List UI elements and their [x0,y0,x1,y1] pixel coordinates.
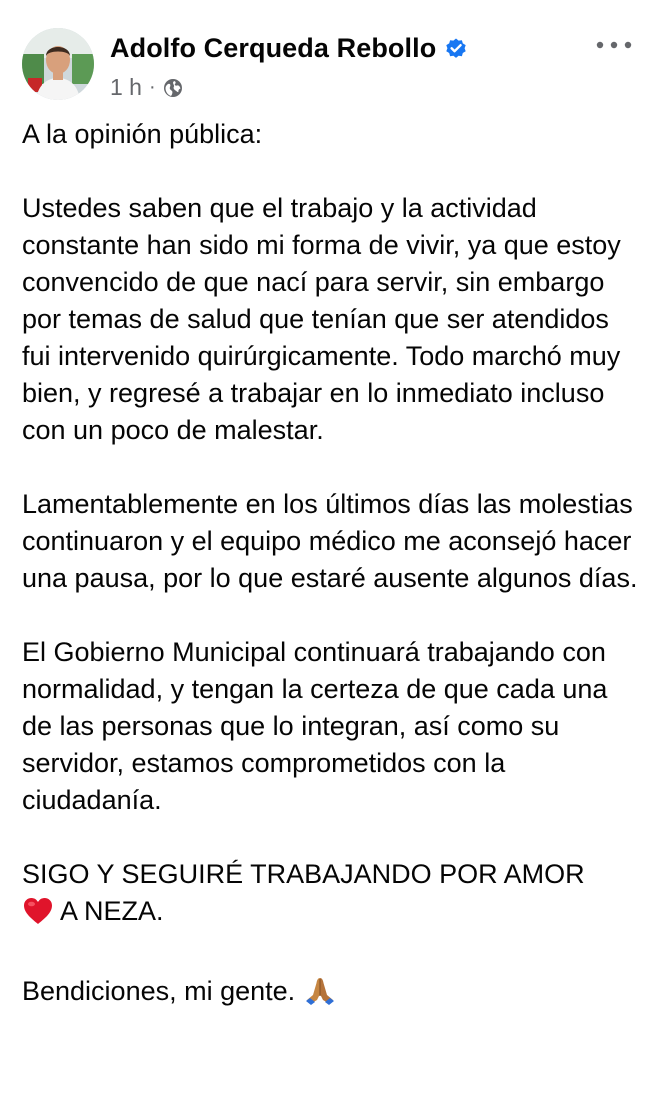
more-options-icon [596,41,632,49]
post-signoff [22,973,638,1016]
verified-badge-icon [444,36,468,60]
post-body [22,116,638,1053]
closing-line-1: SIGO Y SEGUIRÉ TRABAJANDO POR AMOR [22,859,585,889]
post-paragraph: El Gobierno Municipal continuará trabajando con normalidad, y tengan la certeza de que cada una de las personas que lo integran, así como su servidor, estamos comprometidos con la ciudadanía. [22,637,608,815]
author-row [110,30,468,66]
author-name[interactable]: Adolfo Cerqueda Rebollo [110,32,437,63]
closing-line-2: A NEZA. [60,896,164,926]
signoff-text: Bendiciones, mi gente. [22,976,296,1006]
author-avatar[interactable] [22,28,94,100]
post-paragraph: Lamentablemente en los últimos días las molestias continuaron y el equipo médico me aconsejó hacer una pausa, por lo que estaré ausente algunos días. [22,489,638,593]
post-time[interactable]: 1 h [110,73,142,100]
post-paragraph: A la opinión pública: [22,119,263,149]
folded-hands-icon [303,974,337,1016]
more-options-button[interactable] [592,30,636,60]
post-paragraph: Ustedes saben que el trabajo y la actividad constante han sido mi forma de vivir, ya que estoy convencido de que nací para servir, sin embargo por temas de salud que tenían que ser atendidos fui intervenido quirúrgicamente. Todo marchó muy bien, y regresé a trabajar en lo inmediato incluso con un poco de malestar. [22,193,621,445]
post-closing [22,856,638,936]
meta-separator: · [148,75,156,98]
post-header [0,0,650,110]
globe-icon[interactable] [163,77,183,97]
avatar-photo [22,28,94,100]
post-meta [110,72,183,102]
heart-icon [22,896,54,936]
